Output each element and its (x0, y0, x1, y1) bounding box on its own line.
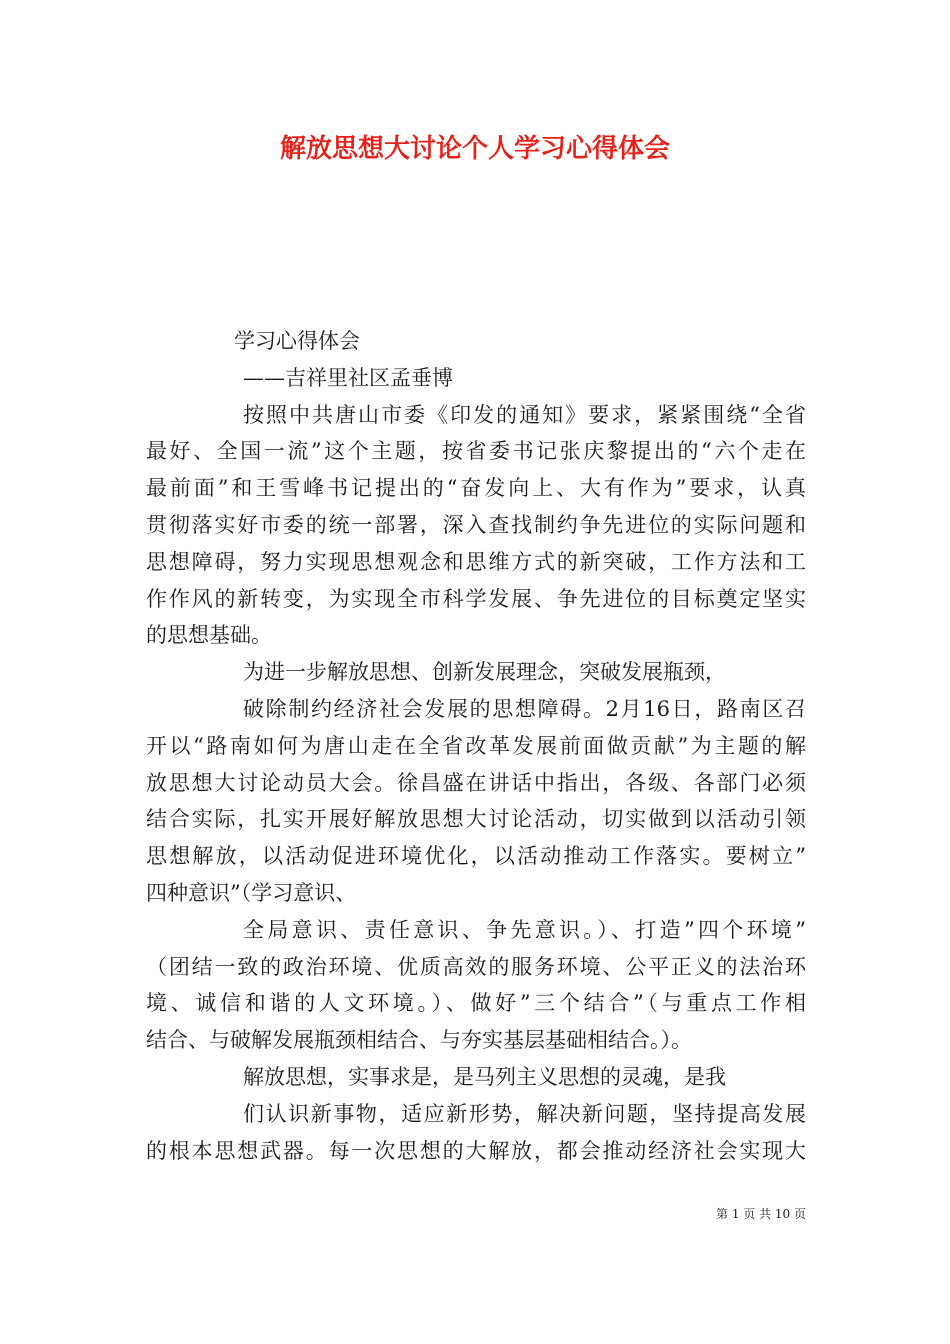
paragraph-line: 全局意识、责任意识、争先意识。）、打造”四个环境” (243, 917, 806, 942)
paragraph-line: 为进一步解放思想、创新发展理念，突破发展瓶颈， (243, 660, 726, 685)
paragraph-line: 开以“路南如何为唐山走在全省改革发展前面做贡献”为主题的解 (146, 733, 806, 758)
paragraph-line: 思想障碍，努力实现思想观念和思维方式的新突破，工作方法和工 (146, 549, 806, 574)
author-line: ——吉祥里社区孟垂博 (243, 365, 453, 390)
paragraph-line: 四种意识”（学习意识、 (146, 880, 357, 905)
page-number: 第 1 页 共 10 页 (716, 1207, 806, 1221)
paragraph-line: 最好、全国一流”这个主题，按省委书记张庆黎提出的“六个走在 (146, 439, 806, 464)
paragraph-line: 思想解放，以活动促进环境优化，以活动推动工作落实。要树立” (146, 844, 806, 869)
paragraph-line: 破除制约经济社会发展的思想障碍。2月16日，路南区召 (243, 696, 806, 721)
paragraph-line: 作作风的新转变，为实现全市科学发展、争先进位的目标奠定坚实 (146, 586, 806, 611)
paragraph-line: 解放思想，实事求是，是马列主义思想的灵魂，是我 (243, 1064, 726, 1089)
document-body (146, 323, 806, 1169)
paragraph-line: 贯彻落实好市委的统一部署，深入查找制约争先进位的实际问题和 (146, 512, 806, 537)
paragraph-line: 按照中共唐山市委《印发的通知》要求，紧紧围绕“全省 (243, 402, 806, 427)
paragraph-line: （团结一致的政治环境、优质高效的服务环境、公平正义的法治环 (146, 954, 806, 979)
paragraph-line: 的根本思想武器。每一次思想的大解放，都会推动经济社会实现大 (146, 1138, 806, 1163)
paragraph-line: 的思想基础。 (146, 623, 272, 648)
heading-line: 学习心得体会 (234, 329, 360, 353)
paragraph-line: 境、诚信和谐的人文环境。）、做好”三个结合”（与重点工作相 (146, 991, 806, 1016)
paragraph-line: 最前面”和王雪峰书记提出的“奋发向上、大有作为”要求，认真 (146, 476, 806, 501)
paragraph-line: 放思想大讨论动员大会。徐昌盛在讲话中指出，各级、各部门必须 (146, 770, 806, 795)
paragraph-line: 结合、与破解发展瓶颈相结合、与夯实基层基础相结合。）。 (146, 1028, 692, 1053)
document-title: 解放思想大讨论个人学习心得体会 (279, 134, 670, 164)
paragraph-line: 结合实际，扎实开展好解放思想大讨论活动，切实做到以活动引领 (146, 807, 806, 832)
paragraph-line: 们认识新事物，适应新形势，解决新问题，坚持提高发展 (243, 1101, 806, 1126)
